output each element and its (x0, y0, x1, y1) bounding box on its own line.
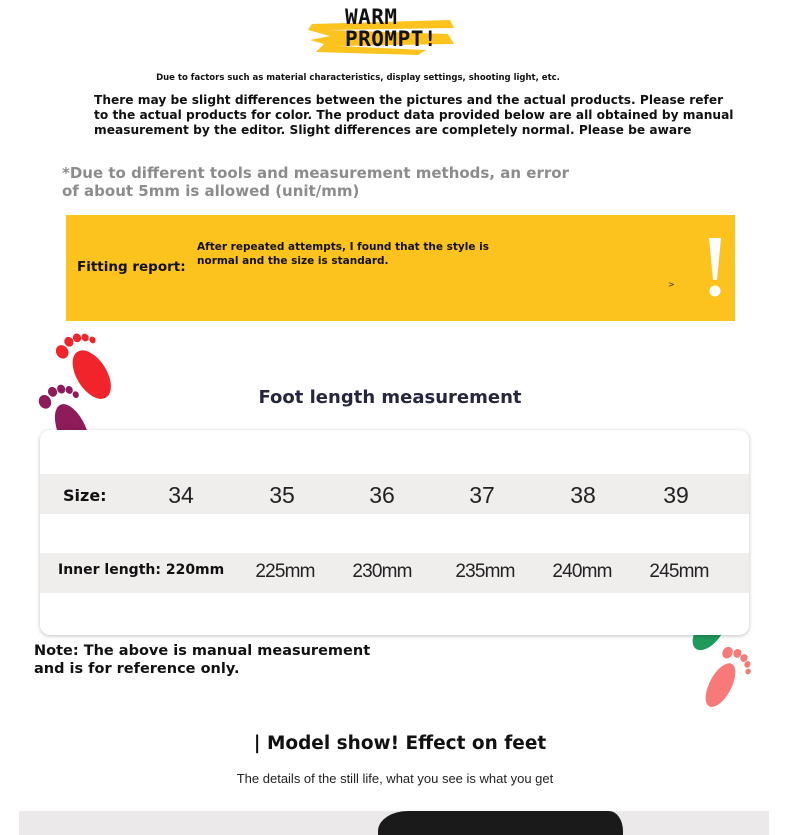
length-cell: 230mm (352, 561, 412, 582)
size-cell: 35 (269, 482, 295, 508)
foot-length-title: Foot length measurement (258, 387, 522, 408)
pink-footprint-icon (694, 642, 758, 716)
notice-paragraph: There may be slight differences between the pictures and the actual products. Please refer to the actual products for color. The product data provided below are all obtained by manual measurement by the editor. Slight differences are completely normal. Please be aware (94, 93, 734, 137)
size-cell: 38 (570, 482, 596, 508)
measurement-table-card (40, 430, 749, 635)
size-label: Size: (63, 486, 107, 505)
size-cell: 36 (369, 482, 395, 508)
warm-prompt-line1: WARM (345, 5, 398, 29)
length-cell: 235mm (455, 561, 515, 582)
small-notice: Due to factors such as material characteristics, display settings, shooting light, etc. (156, 73, 560, 83)
reference-note: Note: The above is manual measurement and is for reference only. (34, 643, 371, 677)
model-show-title: | Model show! Effect on feet (253, 733, 547, 754)
error-note: *Due to different tools and measurement methods, an error of about 5mm is allowed (unit/mm) (62, 164, 569, 200)
length-cell: 245mm (649, 561, 709, 582)
size-cell: 34 (168, 482, 194, 508)
warm-prompt-title (345, 6, 545, 50)
shoe-photo-edge (378, 811, 623, 835)
inner-length-label: Inner length: 220mm (58, 562, 225, 578)
length-cell: 240mm (552, 561, 612, 582)
fitting-report-text: After repeated attempts, I found that the style is normal and the size is standard. (197, 241, 489, 267)
fitting-report-label: Fitting report: (77, 259, 186, 275)
fitting-report-marker: > (668, 280, 675, 289)
length-cell: 225mm (255, 561, 315, 582)
warm-prompt-line2: PROMPT! (345, 27, 438, 51)
model-show-subtitle: The details of the still life, what you see is what you get (236, 771, 554, 786)
exclamation-icon (702, 236, 728, 300)
size-cell: 37 (469, 482, 495, 508)
size-cell: 39 (663, 482, 689, 508)
